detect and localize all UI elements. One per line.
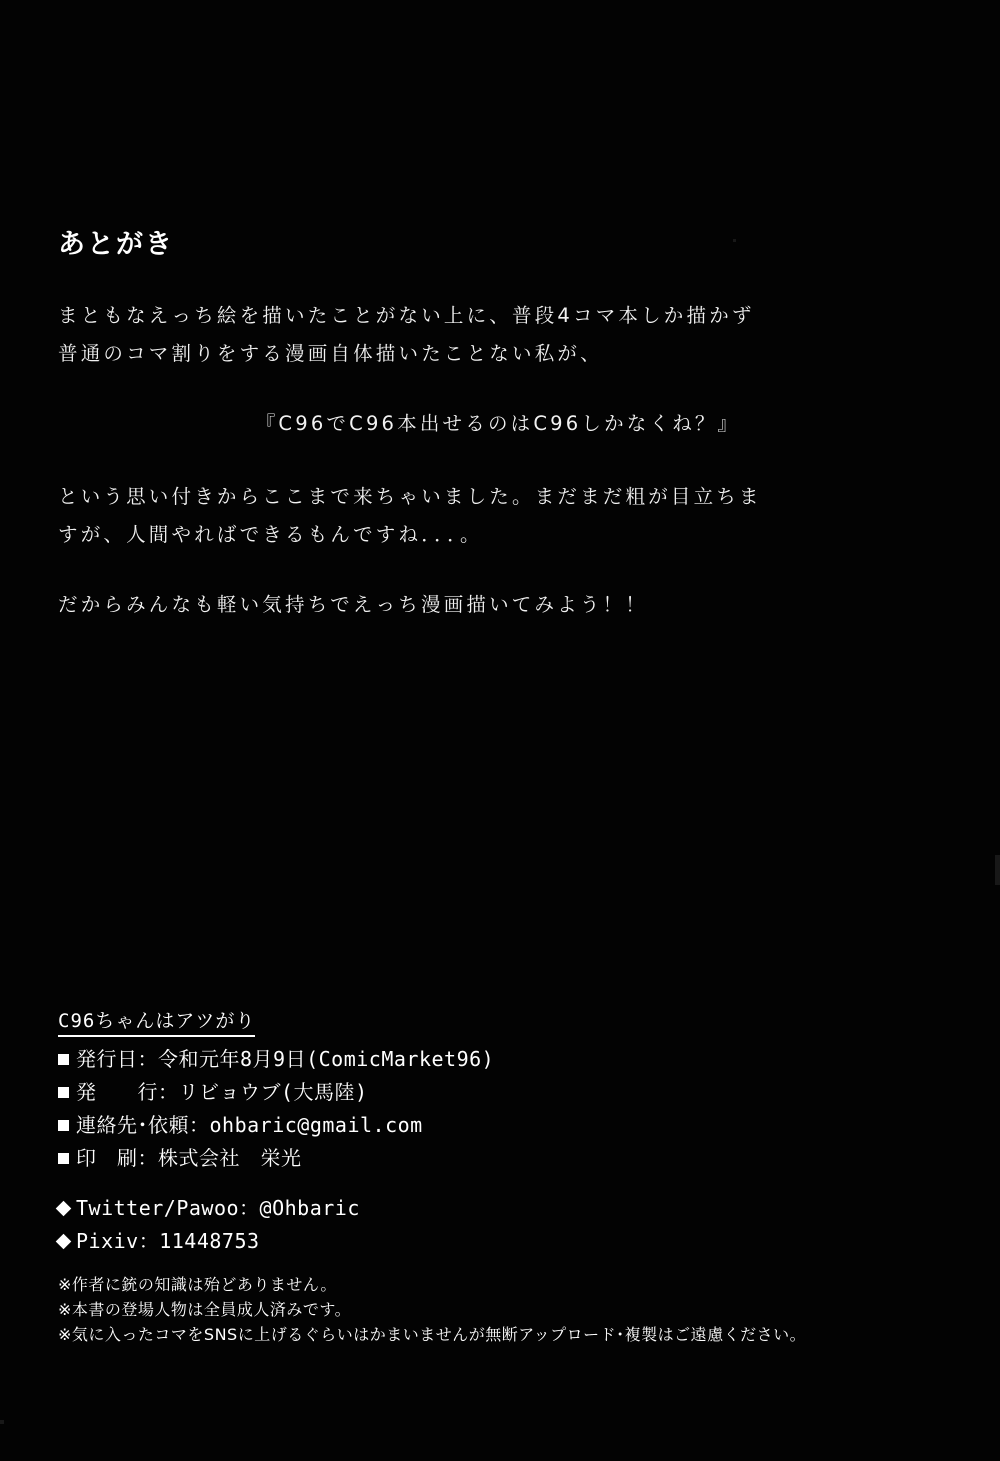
colophon [58, 1006, 958, 1175]
note-line: ※気に入ったコマをSNSに上げるぐらいはかまいませんが無断アップロード･複製はご遠慮ください。 [58, 1325, 807, 1344]
diamond-bullet-icon [56, 1234, 72, 1250]
afterword-heading: あとがき [58, 229, 174, 260]
square-bullet-icon [58, 1120, 69, 1131]
colophon-row-pixiv [58, 1225, 360, 1258]
colophon-printer-text: 印 刷：株式会社 栄光 [76, 1146, 302, 1170]
colophon-row-contact [58, 1109, 958, 1142]
colophon-row-publish-date [58, 1043, 958, 1076]
afterword-quote: 『C96でC96本出せるのはC96しかなくね？』 [255, 412, 741, 435]
colophon-work-title: C96ちゃんはアツがり [58, 1006, 255, 1037]
colophon-twitter-text: Twitter/Pawoo：@Ohbaric [76, 1196, 360, 1220]
afterword-paragraph-2 [58, 478, 938, 554]
diamond-bullet-icon [56, 1201, 72, 1217]
afterword-paragraph-1 [58, 297, 938, 373]
square-bullet-icon [58, 1087, 69, 1098]
page-edge-artifact [995, 855, 1000, 885]
note-line: ※本書の登場人物は全員成人済みです。 [58, 1300, 352, 1319]
colophon-notes [58, 1272, 806, 1347]
print-speck [0, 1420, 4, 1424]
square-bullet-icon [58, 1153, 69, 1164]
colophon-row-twitter [58, 1192, 360, 1225]
afterword-paragraph-1-line-2: 普通のコマ割りをする漫画自体描いたことない私が、 [58, 342, 603, 365]
colophon-row-printer [58, 1142, 958, 1175]
afterword-paragraph-3: だからみんなも軽い気持ちでえっち漫画描いてみよう！！ [58, 593, 649, 616]
note-line: ※作者に銃の知識は殆どありません。 [58, 1275, 337, 1294]
print-speck [733, 239, 736, 242]
afterword-paragraph-2-line-2: すが、人間やればできるもんですね．．．。 [58, 523, 483, 546]
square-bullet-icon [58, 1054, 69, 1065]
afterword-paragraph-2-line-1: という思い付きからここまで来ちゃいました。まだまだ粗が目立ちま [58, 485, 762, 508]
colophon-publish-date-text: 発行日：令和元年8月9日(ComicMarket96) [76, 1047, 495, 1071]
afterword-paragraph-1-line-1: まともなえっち絵を描いたことがない上に、普段4コマ本しか描かず [58, 304, 755, 327]
colophon-social [58, 1192, 360, 1258]
colophon-contact-text: 連絡先･依頼：ohbaric@gmail.com [76, 1113, 423, 1137]
colophon-row-publisher [58, 1076, 958, 1109]
colophon-publisher-text: 発 行：リビョウブ(大馬陸) [76, 1080, 368, 1104]
colophon-pixiv-text: Pixiv：11448753 [76, 1229, 260, 1253]
